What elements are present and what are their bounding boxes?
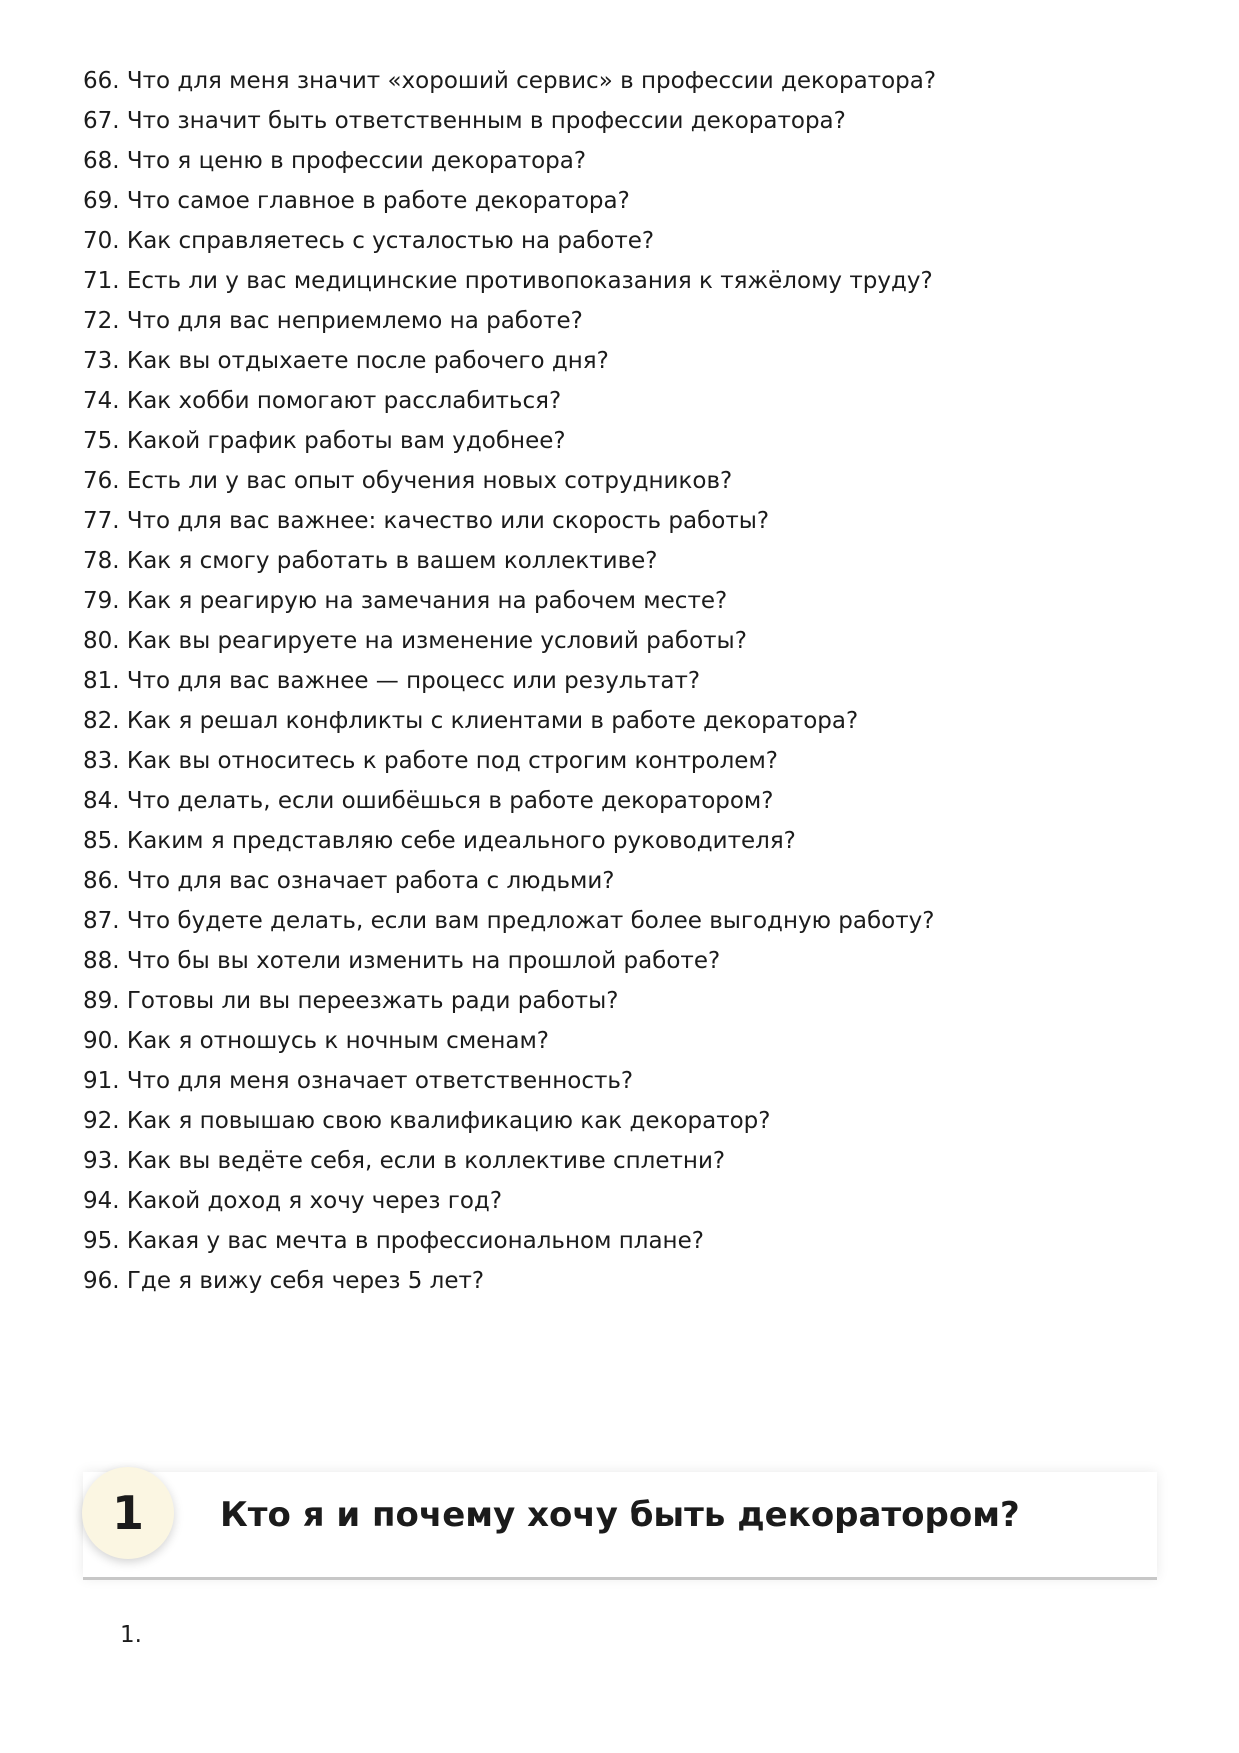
questions-list <box>83 61 1163 1301</box>
question-item: 76. Есть ли у вас опыт обучения новых сотрудников? <box>83 468 733 494</box>
question-item: 90. Как я отношусь к ночным сменам? <box>83 1028 550 1054</box>
question-item: 92. Как я повышаю свою квалификацию как декоратор? <box>83 1108 771 1134</box>
question-item: 84. Что делать, если ошибёшься в работе декоратором? <box>83 788 774 814</box>
question-item: 77. Что для вас важнее: качество или скорость работы? <box>83 508 770 534</box>
section-number-badge <box>82 1467 174 1559</box>
question-item: 85. Каким я представляю себе идеального руководителя? <box>83 828 796 854</box>
question-item: 88. Что бы вы хотели изменить на прошлой работе? <box>83 948 721 974</box>
section-title: Кто я и почему хочу быть декоратором? <box>220 1495 1020 1535</box>
question-item: 66. Что для меня значит «хороший сервис» в профессии декоратора? <box>83 68 937 94</box>
question-item: 95. Какая у вас мечта в профессиональном плане? <box>83 1228 704 1254</box>
question-item: 83. Как вы относитесь к работе под строгим контролем? <box>83 748 778 774</box>
question-item: 93. Как вы ведёте себя, если в коллективе сплетни? <box>83 1148 726 1174</box>
question-item: 70. Как справляетесь с усталостью на работе? <box>83 228 655 254</box>
question-item: 71. Есть ли у вас медицинские противопоказания к тяжёлому труду? <box>83 268 933 294</box>
question-item: 91. Что для меня означает ответственность? <box>83 1068 634 1094</box>
section-number: 1 <box>111 1486 144 1540</box>
section-divider <box>83 1577 1157 1580</box>
question-item: 68. Что я ценю в профессии декоратора? <box>83 148 587 174</box>
answer-list-item-number: 1. <box>120 1622 142 1648</box>
question-item: 79. Как я реагирую на замечания на рабочем месте? <box>83 588 728 614</box>
question-item: 73. Как вы отдыхаете после рабочего дня? <box>83 348 609 374</box>
question-item: 69. Что самое главное в работе декоратора? <box>83 188 630 214</box>
question-item: 94. Какой доход я хочу через год? <box>83 1188 503 1214</box>
question-item: 74. Как хобби помогают расслабиться? <box>83 388 562 414</box>
question-item: 89. Готовы ли вы переезжать ради работы? <box>83 988 619 1014</box>
question-item: 82. Как я решал конфликты с клиентами в работе декоратора? <box>83 708 859 734</box>
question-item: 86. Что для вас означает работа с людьми? <box>83 868 615 894</box>
question-item: 80. Как вы реагируете на изменение условий работы? <box>83 628 747 654</box>
question-item: 75. Какой график работы вам удобнее? <box>83 428 566 454</box>
question-item: 96. Где я вижу себя через 5 лет? <box>83 1268 485 1294</box>
question-item: 72. Что для вас неприемлемо на работе? <box>83 308 583 334</box>
question-item: 81. Что для вас важнее — процесс или результат? <box>83 668 701 694</box>
question-item: 78. Как я смогу работать в вашем коллективе? <box>83 548 658 574</box>
question-item: 67. Что значит быть ответственным в профессии декоратора? <box>83 108 846 134</box>
question-item: 87. Что будете делать, если вам предложат более выгодную работу? <box>83 908 935 934</box>
